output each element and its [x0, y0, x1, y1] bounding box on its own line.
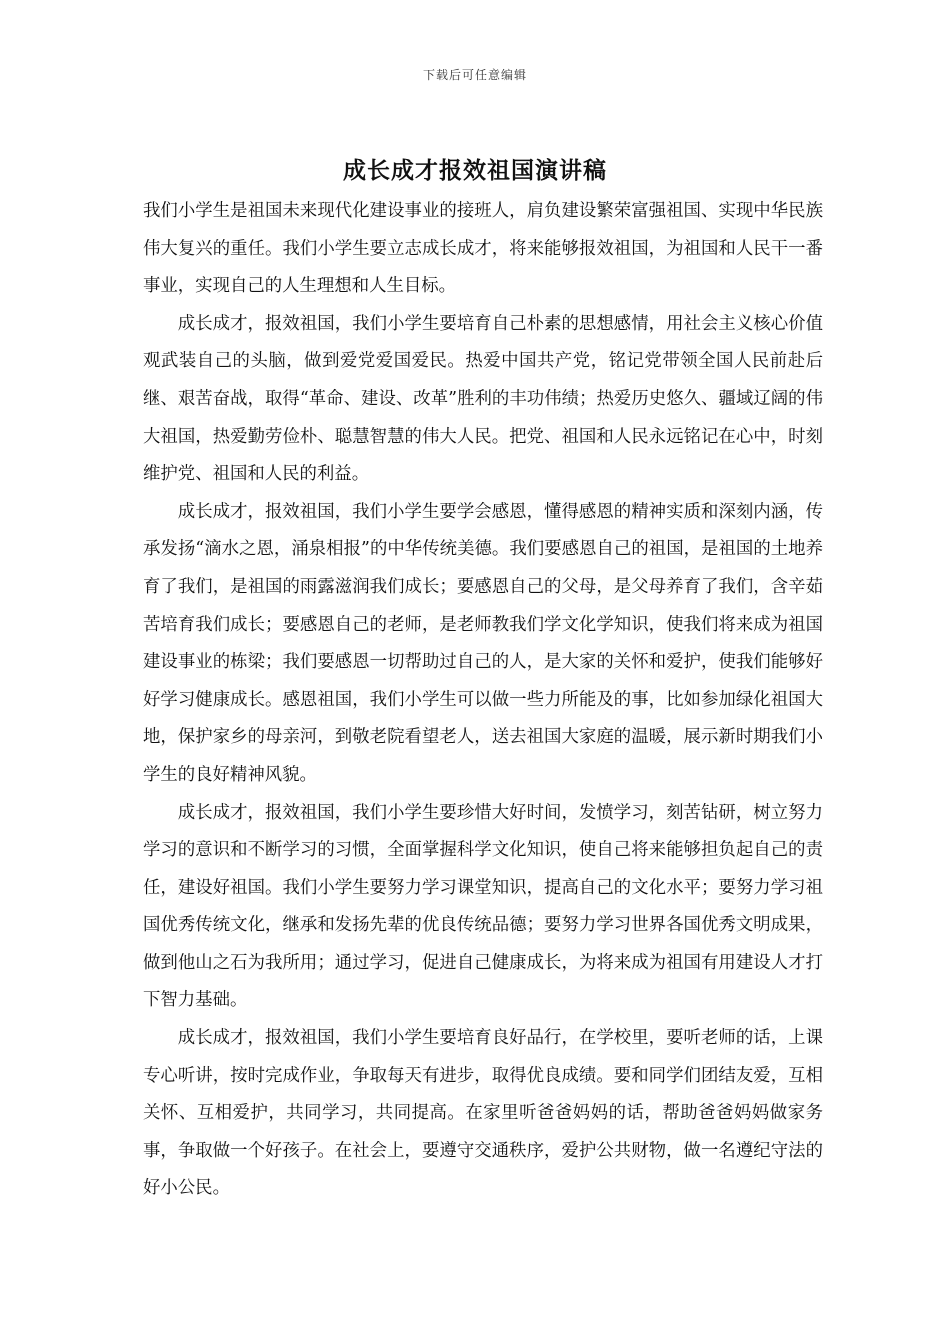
paragraph: 成长成才，报效祖国，我们小学生要培育良好品行，在学校里，要听老师的话，上课专心听讲，按时完成作业，争取每天有进步，取得优良成绩。要和同学们团结友爱，互相关怀、互相爱护，共同学习，共同提高。在家里听爸爸妈妈的话，帮助爸爸妈妈做家务事，争取做一个好孩子。在社会上，要遵守交通秩序，爱护公共财物，做一名遵纪守法的好小公民。: [143, 1028, 823, 1199]
header-note: 下载后可任意编辑: [422, 68, 527, 82]
document-body: [143, 193, 823, 1208]
paragraph: 我们小学生是祖国未来现代化建设事业的接班人，肩负建设繁荣富强祖国、实现中华民族伟大复兴的重任。我们小学生要立志成长成才，将来能够报效祖国，为祖国和人民干一番事业，实现自己的人生理想和人生目标。: [143, 201, 823, 297]
document-title: 成长成才报效祖国演讲稿: [343, 158, 607, 184]
paragraph: 成长成才，报效祖国，我们小学生要学会感恩，懂得感恩的精神实质和深刻内涵，传承发扬“滴水之恩，涌泉相报”的中华传统美德。我们要感恩自己的祖国，是祖国的土地养育了我们，是祖国的雨露滋润我们成长；要感恩自己的父母，是父母养育了我们，含辛茹苦培育我们成长；要感恩自己的老师，是老师教我们学文化学知识，使我们将来成为祖国建设事业的栋梁；我们要感恩一切帮助过自己的人，是大家的关怀和爱护，使我们能够好好学习健康成长。感恩祖国，我们小学生可以做一些力所能及的事，比如参加绿化祖国大地，保护家乡的母亲河，到敬老院看望老人，送去祖国大家庭的温暖，展示新时期我们小学生的良好精神风貌。: [143, 501, 823, 785]
paragraph: 成长成才，报效祖国，我们小学生要珍惜大好时间，发愤学习，刻苦钻研，树立努力学习的意识和不断学习的习惯，全面掌握科学文化知识，使自己将来能够担负起自己的责任，建设好祖国。我们小学生要努力学习课堂知识，提高自己的文化水平；要努力学习祖国优秀传统文化，继承和发扬先辈的优良传统品德；要努力学习世界各国优秀文明成果，做到他山之石为我所用；通过学习，促进自己健康成长，为将来成为祖国有用建设人才打下智力基础。: [143, 802, 823, 1011]
paragraph: 成长成才，报效祖国，我们小学生要培育自己朴素的思想感情，用社会主义核心价值观武装自己的头脑，做到爱党爱国爱民。热爱中国共产党，铭记党带领全国人民前赴后继、艰苦奋战，取得“革命、建设、改革”胜利的丰功伟绩；热爱历史悠久、疆域辽阔的伟大祖国，热爱勤劳俭朴、聪慧智慧的伟大人民。把党、祖国和人民永远铭记在心中，时刻维护党、祖国和人民的利益。: [143, 313, 823, 485]
